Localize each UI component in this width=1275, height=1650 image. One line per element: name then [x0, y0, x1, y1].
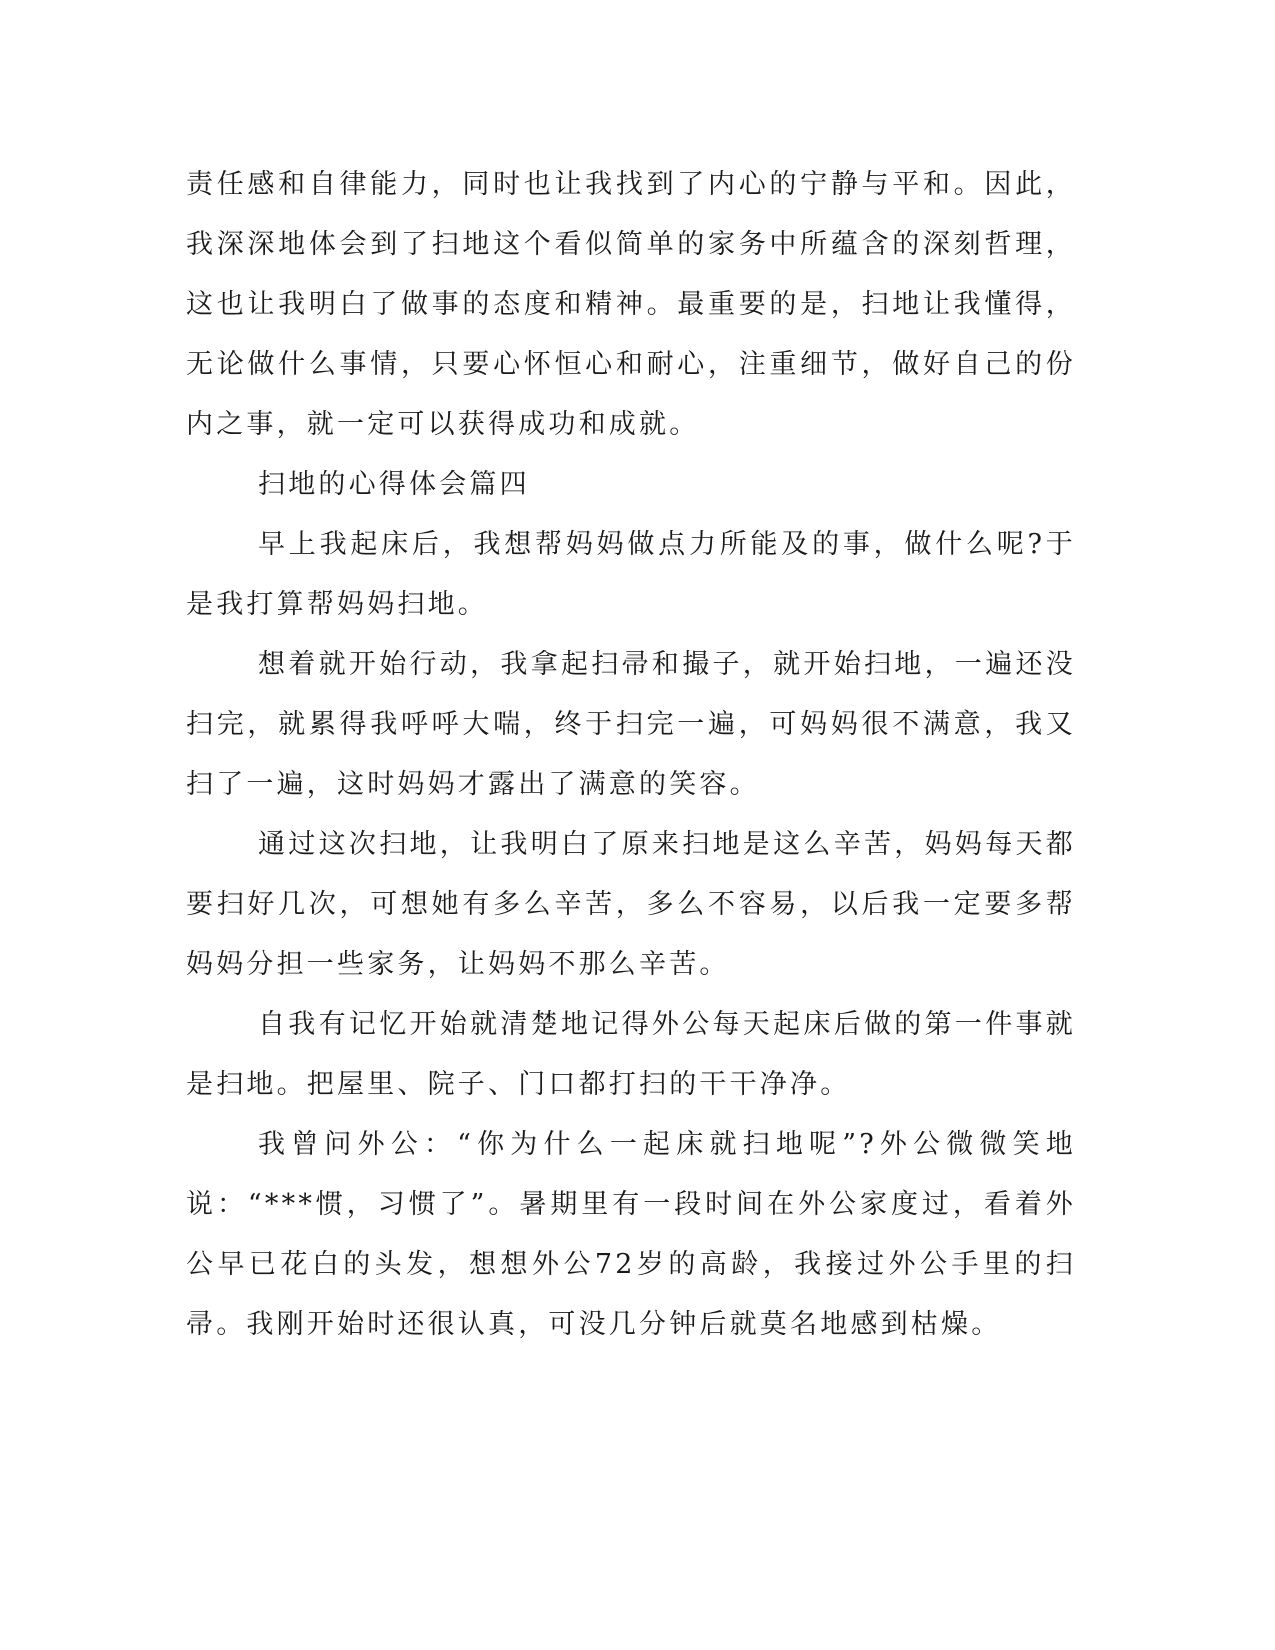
- paragraph-continuation: 责任感和自律能力，同时也让我找到了内心的宁静与平和。因此，我深深地体会到了扫地这个看似简单的家务中所蕴含的深刻哲理，这也让我明白了做事的态度和精神。最重要的是，扫地让我懂得，无论做什么事情，只要心怀恒心和耐心，注重细节，做好自己的份内之事，就一定可以获得成功和成就。: [186, 169, 1076, 440]
- paragraph: 我曾问外公：“你为什么一起床就扫地呢”?外公微微笑地说：“***惯，习惯了”。暑期里有一段时间在外公家度过，看着外公早已花白的头发，想想外公72岁的高龄，我接过外公手里的扫帚。我刚开始时还很认真，可没几分钟后就莫名地感到枯燥。: [186, 1129, 1076, 1340]
- paragraph: 通过这次扫地，让我明白了原来扫地是这么辛苦，妈妈每天都要扫好几次，可想她有多么辛苦，多么不容易，以后我一定要多帮妈妈分担一些家务，让妈妈不那么辛苦。: [186, 829, 1076, 980]
- paragraph: 早上我起床后，我想帮妈妈做点力所能及的事，做什么呢?于是我打算帮妈妈扫地。: [186, 529, 1076, 620]
- paragraph: 自我有记忆开始就清楚地记得外公每天起床后做的第一件事就是扫地。把屋里、院子、门口都打扫的干干净净。: [186, 1009, 1076, 1100]
- paragraph: 想着就开始行动，我拿起扫帚和撮子，就开始扫地，一遍还没扫完，就累得我呼呼大喘，终于扫完一遍，可妈妈很不满意，我又扫了一遍，这时妈妈才露出了满意的笑容。: [186, 649, 1076, 800]
- document-body: [186, 155, 1076, 1355]
- section-heading: 扫地的心得体会篇四: [258, 469, 530, 500]
